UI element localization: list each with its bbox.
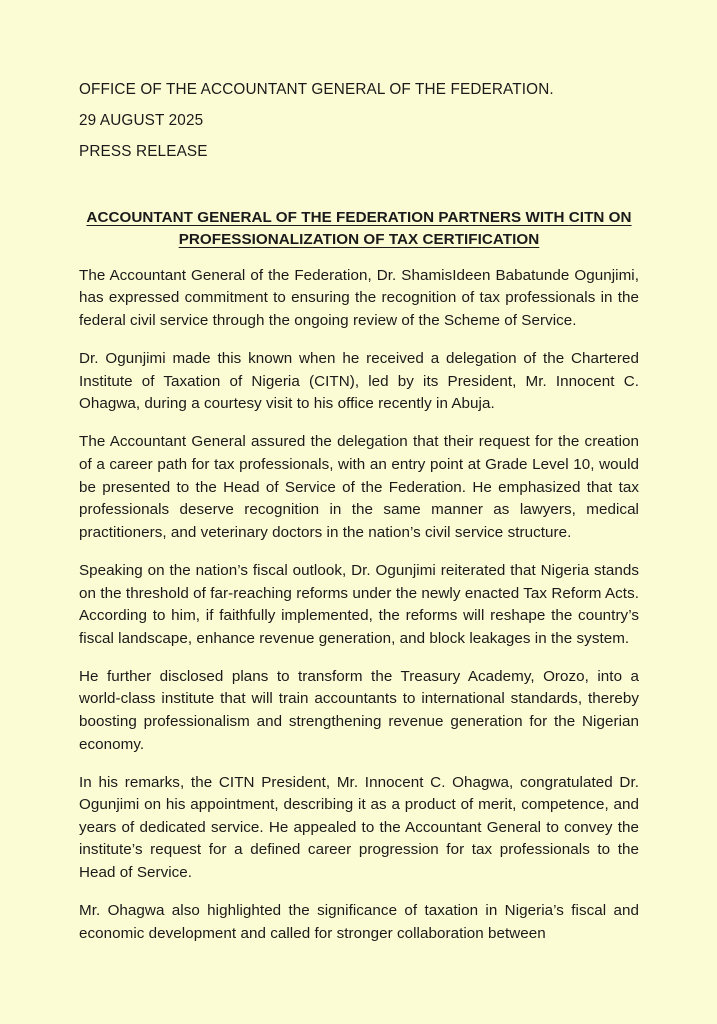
document-type-line: PRESS RELEASE <box>79 142 208 160</box>
body-paragraph: The Accountant General of the Federation, Dr. ShamisIdeen Babatunde Ogunjimi, has expressed commitment to ensuring the recognition of tax professionals in the federal civil service through the ongoing review of the Scheme of Service. <box>79 266 639 330</box>
body-paragraph: Dr. Ogunjimi made this known when he received a delegation of the Chartered Institute of Taxation of Nigeria (CITN), led by its President, Mr. Innocent C. Ohagwa, during a courtesy visit to his office recently in Abuja. <box>79 350 639 413</box>
page-title-line-2: CITN ON PROFESSIONALIZATION OF TAX CERTIFICATION <box>178 208 632 249</box>
release-date-line: 29 AUGUST 2025 <box>79 111 204 129</box>
document-content <box>79 0 639 945</box>
body-paragraph: The Accountant General assured the delegation that their request for the creation of a career path for tax professionals, with an entry point at Grade Level 10, would be presented to the Head of Service of the Federation. He emphasized that tax professionals deserve recognition in the same manner as lawyers, medical practitioners, and veterinary doctors in the nation’s civil service structure. <box>79 433 639 541</box>
issuing-office-line: OFFICE OF THE ACCOUNTANT GENERAL OF THE FEDERATION. <box>79 81 554 98</box>
page-title <box>79 207 639 252</box>
body-paragraph: Mr. Ohagwa also highlighted the significance of taxation in Nigeria’s fiscal and economic development and called for stronger collaboration between <box>79 902 639 942</box>
page-title-line-1: ACCOUNTANT GENERAL OF THE FEDERATION PARTNERS WITH <box>86 208 565 226</box>
masthead <box>79 0 639 159</box>
body-paragraph: Speaking on the nation’s fiscal outlook, Dr. Ogunjimi reiterated that Nigeria stands on the threshold of far-reaching reforms under the newly enacted Tax Reform Acts. According to him, if faithfully implemented, the reforms will reshape the country’s fiscal landscape, enhance revenue generation, and block leakages in the system. <box>79 561 639 647</box>
body-paragraph: In his remarks, the CITN President, Mr. Innocent C. Ohagwa, congratulated Dr. Ogunjimi on his appointment, describing it as a product of merit, competence, and years of dedicated service. He appealed to the Accountant General to convey the institute’s request for a defined career progression for tax professionals to the Head of Service. <box>79 773 639 882</box>
body-paragraph: He further disclosed plans to transform the Treasury Academy, Orozo, into a world-class institute that will train accountants to international standards, thereby boosting professionalism and strengthening revenue generation for the Nigerian economy. <box>79 667 639 753</box>
